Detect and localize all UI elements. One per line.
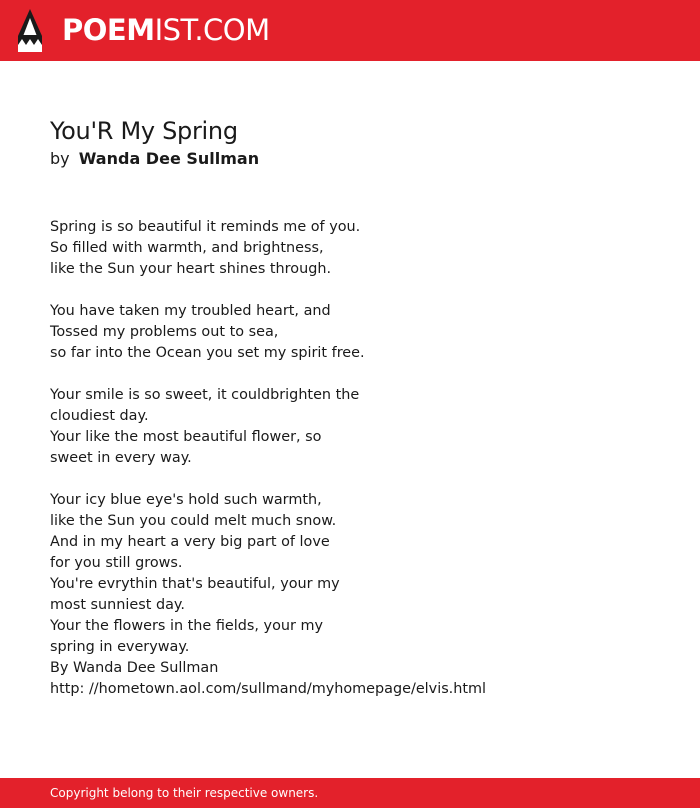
poem-line: And in my heart a very big part of love — [50, 534, 330, 550]
poem-line: Spring is so beautiful it reminds me of you. — [50, 219, 361, 235]
poem-line: like the Sun your heart shines through. — [50, 261, 332, 277]
poem-title: You'R My Spring — [50, 117, 238, 145]
poem-line: Tossed my problems out to sea, — [50, 324, 279, 340]
by-label: by — [50, 149, 70, 168]
poem-line: Your smile is so sweet, it couldbrighten the — [50, 387, 360, 403]
pen-nib-icon — [17, 9, 43, 52]
poem-content — [50, 116, 670, 721]
poem-line: You're evrythin that's beautiful, your my — [50, 576, 340, 592]
poem-line: Your like the most beautiful flower, so — [50, 429, 322, 445]
site-footer — [0, 778, 700, 808]
poem-line: Your the flowers in the fields, your my — [50, 618, 324, 634]
poem-stanza — [50, 490, 670, 700]
poem-body — [50, 217, 670, 700]
poem-line: so far into the Ocean you set my spirit free. — [50, 345, 365, 361]
poem-line: most sunniest day. — [50, 597, 185, 613]
poem-line: like the Sun you could melt much snow. — [50, 513, 337, 529]
site-header — [0, 0, 700, 61]
poem-stanza — [50, 385, 670, 469]
poem-line: You have taken my troubled heart, and — [50, 303, 331, 319]
poem-line: cloudiest day. — [50, 408, 149, 424]
copyright-notice: Copyright belong to their respective owners. — [50, 786, 319, 800]
site-logo-text — [62, 9, 270, 52]
logo-text-bold: POEM — [62, 13, 155, 47]
poem-line: spring in everyway. — [50, 639, 190, 655]
poem-signature: By Wanda Dee Sullman — [50, 660, 219, 676]
poem-line: So filled with warmth, and brightness, — [50, 240, 324, 256]
poem-source-url: http: //hometown.aol.com/sullmand/myhomepage/elvis.html — [50, 681, 487, 697]
poem-line: sweet in every way. — [50, 450, 192, 466]
poem-author: Wanda Dee Sullman — [78, 149, 260, 168]
logo-text-light: IST.COM — [154, 13, 270, 47]
poem-stanza — [50, 217, 670, 280]
site-logo-link[interactable] — [17, 9, 270, 52]
poem-line: for you still grows. — [50, 555, 183, 571]
poem-line: Your icy blue eye's hold such warmth, — [50, 492, 322, 508]
poem-stanza — [50, 301, 670, 364]
poem-byline — [50, 147, 670, 171]
